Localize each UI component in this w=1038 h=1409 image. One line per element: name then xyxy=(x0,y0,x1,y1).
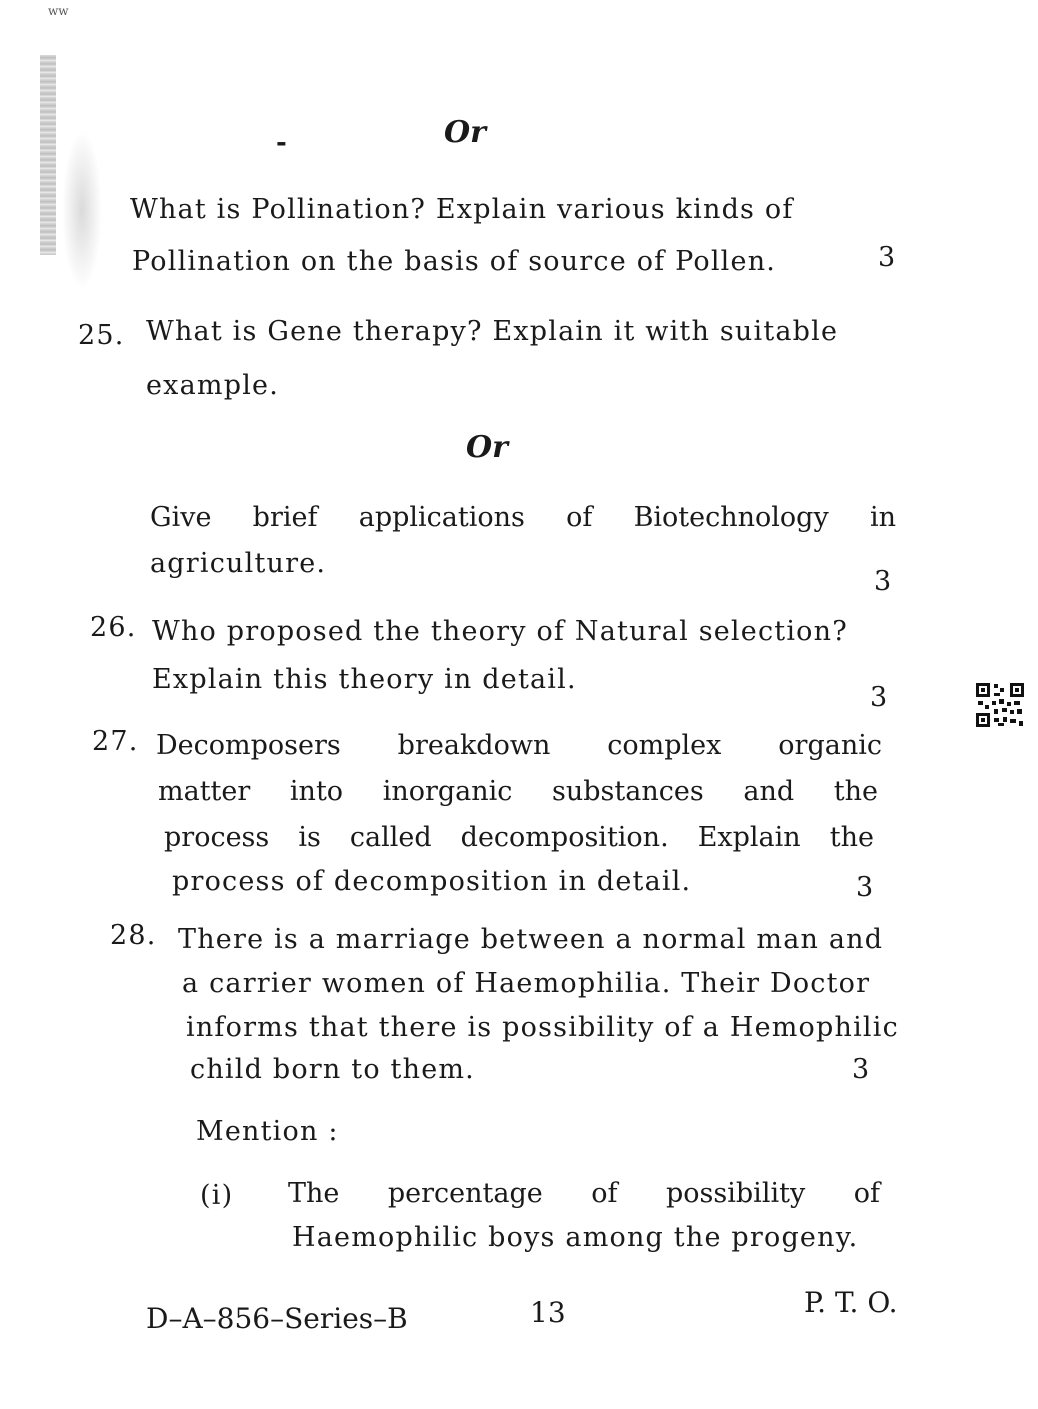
scan-smudge-artifact xyxy=(62,130,102,290)
word: called xyxy=(349,822,432,853)
word: Give xyxy=(150,502,212,533)
word: organic xyxy=(778,730,882,761)
word: is xyxy=(298,822,321,853)
q28-marks: 3 xyxy=(852,1054,870,1085)
word: breakdown xyxy=(397,730,551,761)
q25-alt-line-1 xyxy=(150,502,896,533)
or-heading-2: Or xyxy=(466,430,508,465)
q25-line-1: What is Gene therapy? Explain it with suitable xyxy=(146,316,839,347)
header-scribble: ww xyxy=(48,4,69,18)
or-heading-1: Or xyxy=(444,115,486,150)
word: applications xyxy=(358,502,525,533)
dash-mark: - xyxy=(276,128,287,158)
q28-sub-i-line-2: Haemophilic boys among the progeny. xyxy=(292,1222,859,1253)
word: in xyxy=(869,502,896,533)
q26-line-1: Who proposed the theory of Natural selection? xyxy=(152,616,848,647)
q27-line-2 xyxy=(158,776,878,807)
q25-number: 25. xyxy=(78,320,125,351)
footer-pto: P. T. O. xyxy=(804,1286,898,1319)
word: Decomposers xyxy=(156,730,341,761)
q24-alt-line-2: Pollination on the basis of source of Pollen. xyxy=(132,246,777,277)
word: decomposition. xyxy=(460,822,669,853)
word: The xyxy=(288,1178,340,1209)
q25-alt-line-2: agriculture. xyxy=(150,548,327,579)
q28-sub-i-label: (i) xyxy=(200,1180,234,1211)
q24-alt-line-1: What is Pollination? Explain various kinds of xyxy=(130,194,794,225)
qr-code-icon xyxy=(974,681,1026,729)
q28-line-4: child born to them. xyxy=(190,1054,475,1085)
q27-number: 27. xyxy=(92,726,139,757)
word: substances xyxy=(552,776,704,807)
q28-mention: Mention : xyxy=(196,1116,339,1147)
word: the xyxy=(833,776,878,807)
q28-line-2: a carrier women of Haemophilia. Their Doctor xyxy=(182,968,871,999)
q24-alt-marks: 3 xyxy=(878,242,896,273)
word: complex xyxy=(607,730,722,761)
word: and xyxy=(743,776,795,807)
q28-line-3: informs that there is possibility of a Hemophilic xyxy=(186,1012,899,1043)
q28-number: 28. xyxy=(110,920,157,951)
word: process xyxy=(164,822,270,853)
word: the xyxy=(829,822,874,853)
word: of xyxy=(853,1178,880,1209)
word: of xyxy=(591,1178,618,1209)
word: inorganic xyxy=(382,776,513,807)
footer-page-number: 13 xyxy=(530,1296,566,1329)
word: percentage xyxy=(387,1178,543,1209)
scan-edge-artifact xyxy=(40,55,56,255)
word: Biotechnology xyxy=(633,502,829,533)
q28-line-1: There is a marriage between a normal man and xyxy=(178,924,884,955)
word: possibility xyxy=(666,1178,806,1209)
q27-line-1 xyxy=(156,730,882,761)
q27-line-4: process of decomposition in detail. xyxy=(172,866,692,897)
q25-marks: 3 xyxy=(874,566,892,597)
word: into xyxy=(289,776,344,807)
footer-paper-code: D–A–856–Series–B xyxy=(146,1302,408,1335)
word: of xyxy=(566,502,593,533)
q26-line-2: Explain this theory in detail. xyxy=(152,664,577,695)
q27-line-3 xyxy=(164,822,874,853)
word: brief xyxy=(252,502,318,533)
q28-sub-i-line-1 xyxy=(288,1178,880,1209)
q25-line-2: example. xyxy=(146,370,279,401)
word: matter xyxy=(158,776,251,807)
q27-marks: 3 xyxy=(856,872,874,903)
q26-number: 26. xyxy=(90,612,137,643)
q26-marks: 3 xyxy=(870,682,888,713)
word: Explain xyxy=(697,822,801,853)
